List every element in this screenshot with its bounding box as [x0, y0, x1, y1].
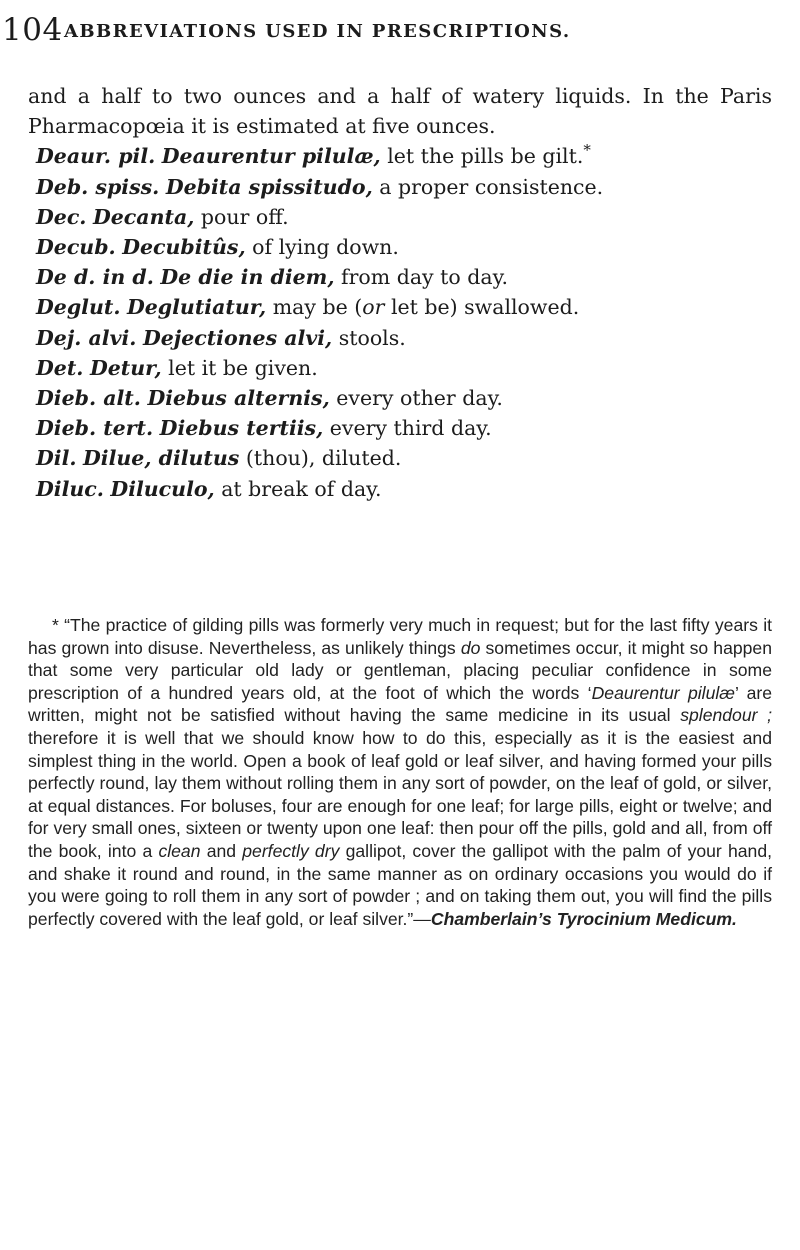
entry-gloss: every other day. [336, 386, 503, 411]
entry-latin: Diebus tertiis, [159, 416, 324, 441]
entry-latin: Decubitûs, [122, 235, 246, 260]
footnote-text: and [200, 840, 243, 861]
intro-paragraph: and a half to two ounces and a half of watery liquids. In the Paris Pharmacopœia it is estimated at five ounces. [28, 84, 772, 139]
abbreviation-entry-diluc [28, 474, 772, 504]
abbreviation-entry-dil [28, 443, 772, 473]
entry-abbreviation: Det. [36, 355, 84, 380]
entry-abbreviation: Dil. [36, 446, 77, 471]
abbreviation-entry-deb-spiss [28, 172, 772, 202]
entry-abbreviation: Dej. alvi. [36, 325, 137, 350]
entry-gloss: pour off. [200, 204, 289, 229]
entry-abbreviation: Deglut. [36, 295, 121, 320]
entry-abbreviation: Decub. [36, 235, 116, 260]
abbreviation-entry-dieb-alt [28, 383, 772, 413]
abbreviation-entry-de-d-in-d [28, 262, 772, 292]
footnote-emphasis: do [460, 637, 481, 658]
entry-gloss: let it be given. [168, 355, 318, 380]
entry-gloss: at break of day. [221, 476, 382, 501]
entry-gloss-or: or [362, 295, 385, 320]
footnote-text: gallipot, cover the gallipot with the palm of your hand, and shake it round and round, in the same manner as on ordinary occasions you would do if you were going to roll them in any sort of powder ; and on taking them out, you will find the pills perfectly covered with the leaf gold, or leaf silver.”— [28, 840, 773, 929]
running-head: ABBREVIATIONS USED IN PRESCRIPTIONS. [64, 21, 571, 42]
entry-gloss: a proper consistence. [379, 174, 604, 199]
abbreviation-entry-dej-alvi [28, 323, 772, 353]
footnote [28, 614, 772, 930]
entry-gloss: every third day. [329, 416, 492, 441]
footnote-citation: Chamberlain’s Tyrocinium Medicum. [430, 908, 737, 929]
abbreviation-entry-det [28, 353, 772, 383]
footnote-emphasis: splendour ; [680, 705, 772, 726]
footnote-paragraph [28, 614, 772, 930]
entry-gloss: of lying down. [252, 235, 399, 260]
footnote-text: ’ are written, might not be satisfied without having the same medicine in its usual [28, 682, 772, 726]
page-header [2, 12, 792, 52]
footnote-reference: * [583, 141, 591, 160]
entry-latin: De die in diem, [160, 265, 335, 290]
entry-latin: Dejectiones alvi, [142, 325, 333, 350]
entry-latin: Detur, [89, 355, 162, 380]
footnote-emphasis: perfectly dry [242, 840, 340, 861]
footnote-text: sometimes occur, it might so happen that some very particular old lady or gentleman, placing peculiar confidence in some prescription of a hundred years old, at the foot of which the words ‘ [28, 637, 772, 703]
entry-abbreviation: Diluc. [36, 476, 104, 501]
entry-abbreviation: De d. in d. [36, 265, 154, 290]
entry-latin: Dilue, dilutus [83, 446, 240, 471]
footnote-mark: * [52, 615, 59, 635]
entry-gloss [273, 295, 579, 319]
entry-abbreviation: Deb. spiss. [36, 174, 160, 199]
footnote-emphasis: clean [158, 840, 201, 861]
footnote-emphasis: Deaurentur pilulæ [591, 682, 735, 703]
abbreviation-entry-deglut [28, 292, 772, 322]
entry-abbreviation: Deaur. pil. [36, 144, 156, 169]
entry-latin: Debita spissitudo, [165, 174, 373, 199]
entry-gloss-part: may be ( [272, 295, 363, 320]
entry-latin: Deglutiatur, [126, 295, 267, 320]
entry-gloss: stools. [338, 325, 406, 350]
abbreviation-entry-decub [28, 232, 772, 262]
entry-gloss: (thou), diluted. [245, 446, 402, 471]
abbreviation-entry-dec [28, 202, 772, 232]
entry-latin: Diebus alternis, [147, 386, 330, 411]
footnote-text: therefore it is well that we should know how to do this, especially as it is the easiest and simplest thing in the world. Open a book of leaf gold or leaf silver, and having formed your pills perfectly round, lay them without rolling them in any sort of powder, on the leaf of gold, or silver, at equal distances. For boluses, four are enough for one leaf; for large pills, eight or twelve; and for very small ones, sixteen or twenty upon one leaf: then pour off the pills, gold and all, from off the book, into a [28, 727, 772, 861]
entry-abbreviation: Dieb. tert. [36, 416, 154, 441]
entry-abbreviation: Dec. [36, 204, 87, 229]
footnote-text: “The practice of gilding pills was formerly very much in request; but for the last fifty years it has grown into disuse. Nevertheless, as unlikely things [28, 615, 772, 658]
page-number: 104 [2, 12, 63, 48]
entry-gloss: let the pills be gilt. [387, 144, 584, 169]
abbreviation-entry-dieb-tert [28, 413, 772, 443]
entry-latin: Diluculo, [110, 476, 215, 501]
abbreviation-entry-deaur-pil [28, 141, 772, 171]
entry-latin: Deaurentur pilulæ, [161, 144, 381, 169]
entry-gloss-part: let be) swallowed. [384, 295, 580, 320]
entry-gloss: from day to day. [341, 265, 508, 290]
entry-latin: Decanta, [92, 204, 195, 229]
main-text [28, 81, 772, 504]
entry-abbreviation: Dieb. alt. [36, 386, 141, 411]
